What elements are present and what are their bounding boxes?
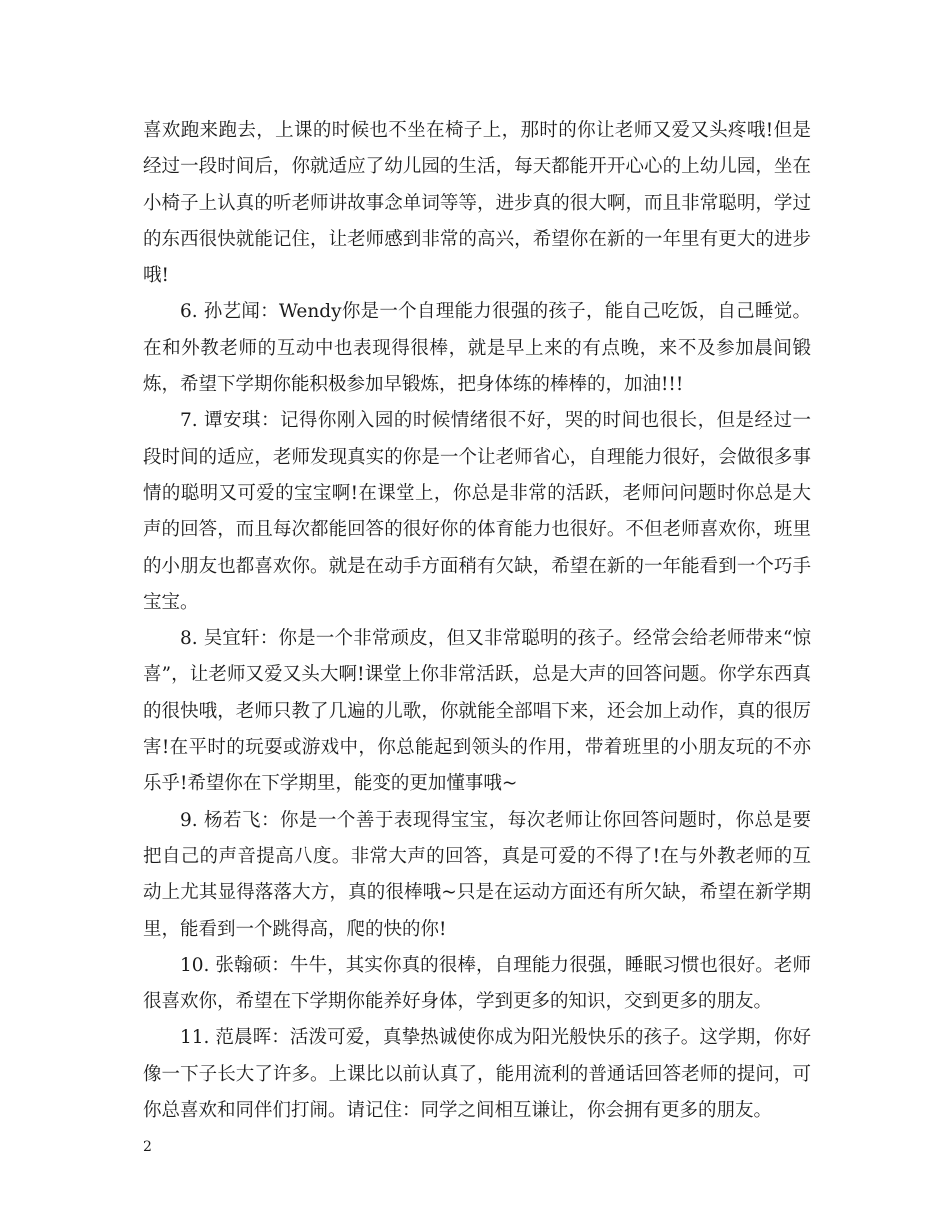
paragraph-comment-11: 11. 范晨晖：活泼可爱，真挚热诚使你成为阳光般快乐的孩子。这学期，你好像一下子长大了许多。上课比以前认真了，能用流利的普通话回答老师的提问，可你总喜欢和同伴们打闹。请记住：同学之间相互谦让，你会拥有更多的朋友。	[143, 1027, 811, 1122]
paragraph-comment-8: 8. 吴宜轩：你是一个非常顽皮，但又非常聪明的孩子。经常会给老师带来“惊喜”，让老师又爱又头大啊!课堂上你非常活跃，总是大声的回答问题。你学东西真的很快哦，老师只教了几遍的儿歌，你就能全部唱下来，还会加上动作，真的很厉害!在平时的玩耍或游戏中，你总能起到领头的作用，带着班里的小朋友玩的不亦乐乎!希望你在下学期里，能变的更加懂事哦~	[143, 628, 811, 795]
paragraph-continued: 喜欢跑来跑去，上课的时候也不坐在椅子上，那时的你让老师又爱又头疼哦!但是经过一段时间后，你就适应了幼儿园的生活，每天都能开开心心的上幼儿园，坐在小椅子上认真的听老师讲故事念单词等等，进步真的很大啊，而且非常聪明，学过的东西很快就能记住，让老师感到非常的高兴，希望你在新的一年里有更大的进步哦!	[143, 120, 811, 287]
paragraph-comment-6: 6. 孙艺闻：Wendy你是一个自理能力很强的孩子，能自己吃饭，自己睡觉。在和外教老师的互动中也表现得很棒，就是早上来的有点晚，来不及参加晨间锻炼，希望下学期你能积极参加早锻炼，把身体练的棒棒的，加油!!!	[143, 301, 811, 396]
document-body	[143, 113, 811, 1129]
page-number: 2	[143, 1139, 152, 1155]
paragraph-comment-10: 10. 张翰硕：牛牛，其实你真的很棒，自理能力很强，睡眠习惯也很好。老师很喜欢你，希望在下学期你能养好身体，学到更多的知识，交到更多的朋友。	[143, 954, 811, 1013]
paragraph-comment-7: 7. 谭安琪：记得你刚入园的时候情绪很不好，哭的时间也很长，但是经过一段时间的适应，老师发现真实的你是一个让老师省心，自理能力很好，会做很多事情的聪明又可爱的宝宝啊!在课堂上，你总是非常的活跃，老师问问题时你总是大声的回答，而且每次都能回答的很好你的体育能力也很好。不但老师喜欢你，班里的小朋友也都喜欢你。就是在动手方面稍有欠缺，希望在新的一年能看到一个巧手宝宝。	[143, 410, 811, 613]
paragraph-comment-9: 9. 杨若飞：你是一个善于表现得宝宝，每次老师让你回答问题时，你总是要把自己的声音提高八度。非常大声的回答，真是可爱的不得了!在与外教老师的互动上尤其显得落落大方，真的很棒哦~只是在运动方面还有所欠缺，希望在新学期里，能看到一个跳得高，爬的快的你!	[143, 809, 811, 940]
